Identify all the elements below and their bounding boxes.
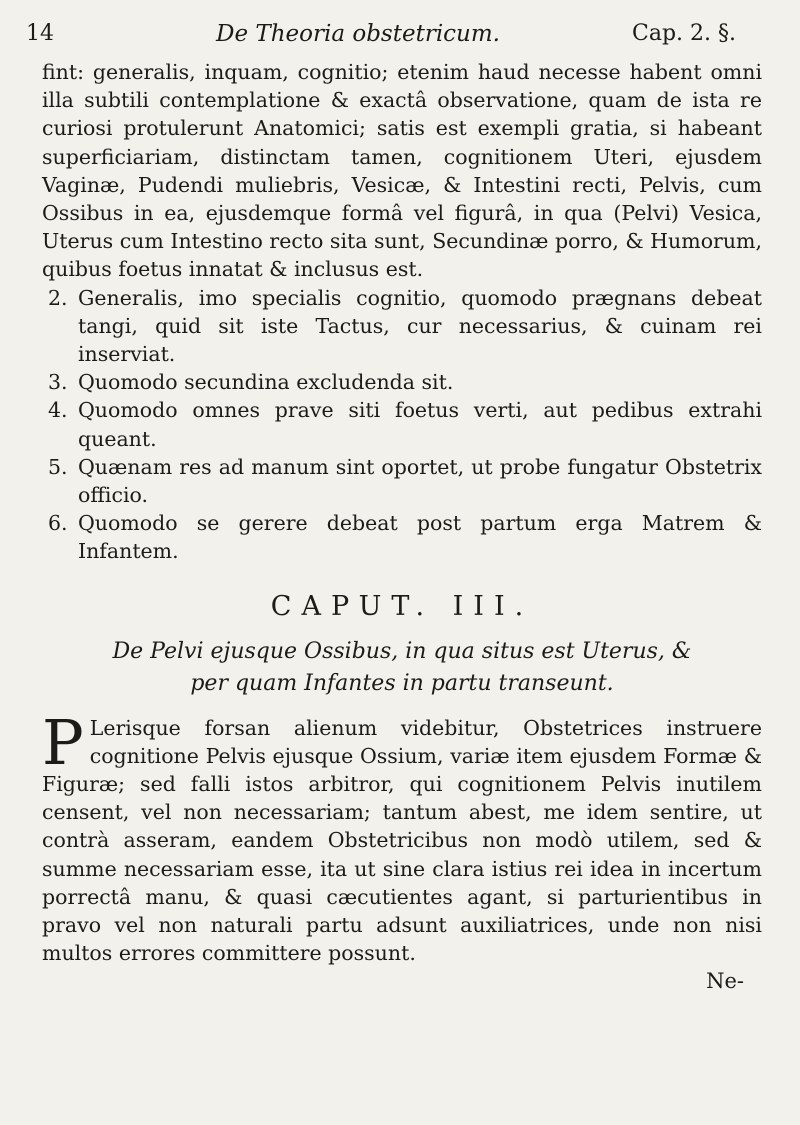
- page-number: 14: [26, 21, 54, 46]
- list-item-number: 6.: [48, 511, 68, 536]
- list-item: [42, 368, 762, 396]
- catchword: Ne-: [706, 969, 744, 994]
- main-paragraph: [42, 705, 762, 968]
- drop-capital: P: [42, 705, 84, 779]
- list-item: [42, 284, 762, 369]
- list-item-text: Quomodo se gerere debeat post partum erga Matrem & Infantem.: [78, 511, 762, 564]
- chapter-title: CAPUT. III.: [270, 590, 534, 622]
- list-item-number: 3.: [48, 370, 68, 395]
- chapter-subtitle: [42, 636, 762, 700]
- chapter-reference: Cap. 2. §.: [632, 21, 736, 46]
- running-header: [20, 14, 780, 54]
- list-item: [42, 509, 762, 565]
- list-item-text: Quomodo omnes prave siti foetus verti, aut pedibus extrahi queant.: [78, 398, 762, 451]
- chapter-subtitle-line-2: per quam Infantes in partu transeunt.: [190, 670, 614, 696]
- running-title: De Theoria obstetricum.: [216, 21, 500, 47]
- main-paragraph-text: Lerisque forsan alienum videbitur, Obstetrices instruere cognitione Pelvis ejusque Ossium, variæ item ejusdem Formæ & Figuræ; sed falli istos arbitror, qui cognitionem Pelvis inutilem censent, vel non necessariam; tantum abest, me idem sentire, ut contrà asseram, eandem Obstetricibus non modò utilem, sed & summe necessariam esse, ita ut sine clara istius rei idea in incertum porrectâ manu, & quasi cæcutientes agant, si parturientibus in pravo vel non naturali partu adsunt auxiliatrices, unde non nisi multos errores committere possunt.: [42, 715, 762, 966]
- list-item-text: Quomodo secundina excludenda sit.: [78, 370, 454, 395]
- text-body: [42, 58, 762, 996]
- list-item-text: Quænam res ad manum sint oportet, ut probe fungatur Obstetrix officio.: [78, 454, 762, 508]
- list-item-number: 2.: [48, 285, 68, 310]
- chapter-subtitle-line-1: De Pelvi ejusque Ossibus, in qua situs est Uterus, &: [112, 638, 692, 664]
- list-item: [42, 453, 762, 509]
- intro-paragraph: fint: generalis, inquam, cognitio; etenim haud necesse habent omni illa subtili contemplatione & exactâ observatione, quam de ista re curiosi protulerunt Anatomici; satis est exempli gratia, si habeant superficiariam, distinctam tamen, cognitionem Uteri, ejusdem Vaginæ, Pudendi muliebris, Vesicæ, & Intestini recti, Pelvis, cum Ossibus in ea, ejusdemque formâ vel figurâ, in qua (Pelvi) Vesica, Uterus cum Intestino recto sita sunt, Secundinæ porro, & Humorum, quibus foetus innatat & inclusus est.: [42, 60, 762, 282]
- list-item-text: Generalis, imo specialis cognitio, quomodo prægnans debeat tangi, quid sit iste Tactus, cur necessarius, & cuinam rei inserviat.: [78, 285, 762, 367]
- list-item: [42, 396, 762, 452]
- list-item-number: 4.: [48, 398, 68, 423]
- list-item-number: 5.: [48, 454, 68, 479]
